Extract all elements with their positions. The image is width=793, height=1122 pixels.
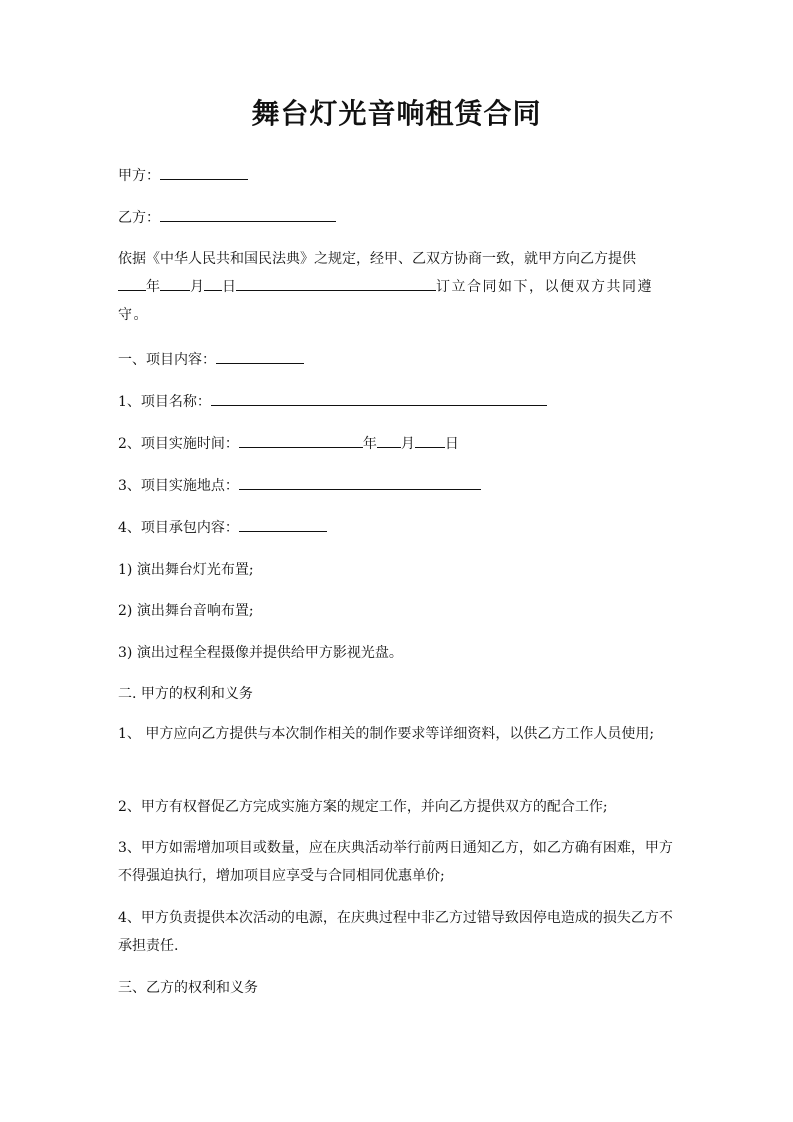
scope-item-video: 3) 演出过程全程摄像并提供给甲方影视光盘。 — [118, 645, 403, 661]
project-location-line — [118, 476, 678, 496]
project-name-label: 1、项目名称： — [118, 394, 211, 410]
intro-month-blank — [160, 277, 190, 291]
party-a-line — [118, 166, 678, 186]
party-a-duty-3: 3、甲方如需增加项目或数量，应在庆典活动举行前两日通知乙方，如乙方确有困难，甲方不得强迫执行，增加项目应享受与合同相同优惠单价; — [118, 840, 673, 884]
party-a-duty-2: 2、甲方有权督促乙方完成实施方案的规定工作，并向乙方提供双方的配合工作; — [118, 799, 608, 815]
party-a-duty-4: 4、甲方负责提供本次活动的电源，在庆典过程中非乙方过错导致因停电造成的损失乙方不承担责任. — [118, 910, 673, 954]
intro-project-blank — [236, 277, 436, 291]
document-title: 舞台灯光音响租赁合同 — [251, 97, 542, 130]
scope-item-lighting: 1) 演出舞台灯光布置; — [118, 562, 254, 578]
project-location-blank — [239, 476, 481, 490]
party-a-label: 甲方： — [118, 168, 160, 184]
project-scope-line — [118, 518, 678, 538]
project-time-day: 日 — [444, 436, 459, 452]
section-1-title: 一、项目内容： — [118, 352, 216, 368]
project-scope-blank — [239, 518, 327, 532]
section-1-blank — [216, 350, 304, 364]
party-a-duty-1: 1、 甲方应向乙方提供与本次制作相关的制作要求等详细资料，以供乙方工作人员使用; — [118, 726, 655, 742]
intro-text-1: 依据《中华人民共和国民法典》之规定，经甲、乙双方协商一致，就甲方向乙方提供 — [118, 251, 636, 267]
section-3-heading: 三、乙方的权利和义务 — [118, 980, 258, 996]
project-time-line — [118, 434, 678, 454]
project-location-label: 3、项目实施地点： — [118, 478, 239, 494]
intro-year-label: 年 — [146, 279, 160, 295]
project-scope-label: 4、项目承包内容： — [118, 520, 239, 536]
intro-month-label: 月 — [190, 279, 204, 295]
intro-text-2: 订立合同如下，以便双方共同遵守。 — [118, 279, 653, 323]
project-name-blank — [211, 392, 547, 406]
scope-item-sound: 2) 演出舞台音响布置; — [118, 603, 254, 619]
party-b-blank — [160, 208, 336, 222]
party-b-label: 乙方： — [118, 210, 160, 226]
project-time-year: 年 — [362, 436, 377, 452]
section-2-heading: 二. 甲方的权利和义务 — [118, 686, 253, 702]
intro-day-blank — [204, 277, 222, 291]
project-name-line — [118, 392, 678, 412]
intro-paragraph — [118, 245, 678, 329]
project-time-day-blank — [415, 434, 445, 448]
party-a-blank — [160, 166, 248, 180]
intro-year-blank — [118, 277, 146, 291]
project-time-label: 2、项目实施时间： — [118, 436, 239, 452]
project-time-month-blank — [377, 434, 401, 448]
project-time-blank — [239, 434, 363, 448]
section-1-heading — [118, 350, 678, 370]
party-b-line — [118, 208, 678, 228]
intro-day-label: 日 — [222, 279, 236, 295]
project-time-month: 月 — [400, 436, 415, 452]
